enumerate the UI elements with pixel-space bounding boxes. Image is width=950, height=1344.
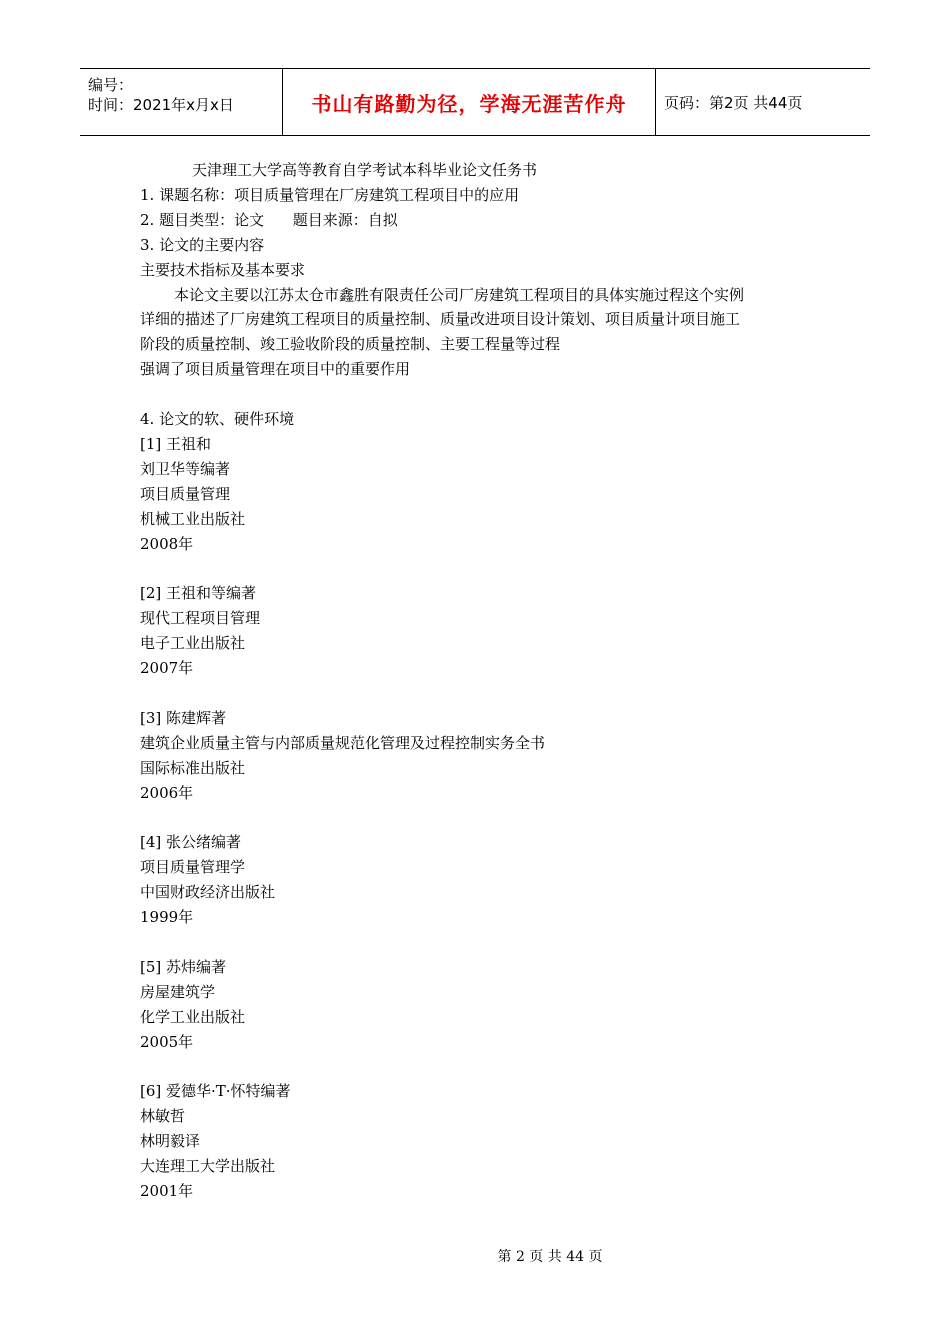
reference-line: [4] 张公绪编著 bbox=[140, 833, 242, 852]
blank-line bbox=[140, 1055, 830, 1080]
reference-line: [6] 爱德华·T·怀特编著 bbox=[140, 1082, 291, 1101]
reference-line: 林明毅译 bbox=[140, 1132, 201, 1151]
reference-entry bbox=[140, 432, 830, 581]
paragraph-line: 强调了项目质量管理在项目中的重要作用 bbox=[140, 360, 411, 379]
reference-line: 房屋建筑学 bbox=[140, 982, 216, 1001]
blank-line bbox=[140, 681, 830, 706]
reference-entry bbox=[140, 830, 830, 955]
reference-line: [5] 苏炜编著 bbox=[140, 957, 227, 976]
reference-line: 2007年 bbox=[140, 659, 194, 678]
paragraph-line: 本论文主要以江苏太仓市鑫胜有限责任公司厂房建筑工程项目的具体实施过程这个实例 bbox=[174, 285, 745, 304]
reference-line: [3] 陈建辉著 bbox=[140, 708, 227, 727]
header-time-label: 时间：2021年x月x日 bbox=[88, 96, 234, 114]
reference-line: 2001年 bbox=[140, 1182, 194, 1201]
reference-list bbox=[140, 432, 830, 1204]
reference-line: 1999年 bbox=[140, 908, 194, 927]
reference-line: 2006年 bbox=[140, 783, 194, 802]
document-body bbox=[140, 158, 830, 1204]
reference-line: 机械工业出版社 bbox=[140, 509, 246, 528]
paragraph-line: 详细的描述了厂房建筑工程项目的质量控制、质量改进项目设计策划、项目质量计项目施工 bbox=[140, 310, 741, 329]
blank-line bbox=[140, 556, 830, 581]
reference-line: 大连理工大学出版社 bbox=[140, 1157, 276, 1176]
reference-line: 2005年 bbox=[140, 1032, 194, 1051]
reference-entry bbox=[140, 1079, 830, 1204]
reference-line: 项目质量管理 bbox=[140, 484, 231, 503]
page-header bbox=[80, 68, 870, 136]
page-footer: 第 2 页 共 44 页 bbox=[497, 1249, 603, 1265]
reference-line: 化学工业出版社 bbox=[140, 1007, 246, 1026]
reference-entry bbox=[140, 581, 830, 706]
blank-line bbox=[140, 382, 830, 407]
header-motto: 书山有路勤为径，学海无涯苦作舟 bbox=[282, 69, 656, 135]
reference-entry bbox=[140, 955, 830, 1080]
item-type: 2. 题目类型：论文 题目来源：自拟 bbox=[140, 210, 398, 229]
reference-line: 项目质量管理学 bbox=[140, 858, 246, 877]
reference-line: [2] 王祖和等编著 bbox=[140, 584, 257, 603]
reference-line: 电子工业出版社 bbox=[140, 634, 246, 653]
subheading: 主要技术指标及基本要求 bbox=[140, 260, 306, 279]
blank-line bbox=[140, 930, 830, 955]
paragraph-line: 阶段的质量控制、竣工验收阶段的质量控制、主要工程量等过程 bbox=[140, 335, 561, 354]
header-number-label: 编号： bbox=[88, 76, 134, 94]
item-content-heading: 3. 论文的主要内容 bbox=[140, 235, 265, 254]
reference-line: 现代工程项目管理 bbox=[140, 609, 261, 628]
document-title: 天津理工大学高等教育自学考试本科毕业论文任务书 bbox=[192, 161, 538, 179]
reference-entry bbox=[140, 706, 830, 831]
reference-line: 中国财政经济出版社 bbox=[140, 883, 276, 902]
reference-line: 刘卫华等编著 bbox=[140, 459, 231, 478]
reference-line: 林敏哲 bbox=[140, 1107, 186, 1126]
header-meta bbox=[80, 69, 282, 135]
item-environment: 4. 论文的软、硬件环境 bbox=[140, 410, 295, 429]
blank-line bbox=[140, 806, 830, 831]
reference-line: [1] 王祖和 bbox=[140, 434, 212, 453]
header-page-info: 页码：第2页 共44页 bbox=[664, 93, 803, 112]
reference-line: 建筑企业质量主管与内部质量规范化管理及过程控制实务全书 bbox=[140, 733, 546, 752]
reference-line: 国际标准出版社 bbox=[140, 758, 246, 777]
reference-line: 2008年 bbox=[140, 534, 194, 553]
item-topic: 1. 课题名称：项目质量管理在厂房建筑工程项目中的应用 bbox=[140, 185, 520, 204]
